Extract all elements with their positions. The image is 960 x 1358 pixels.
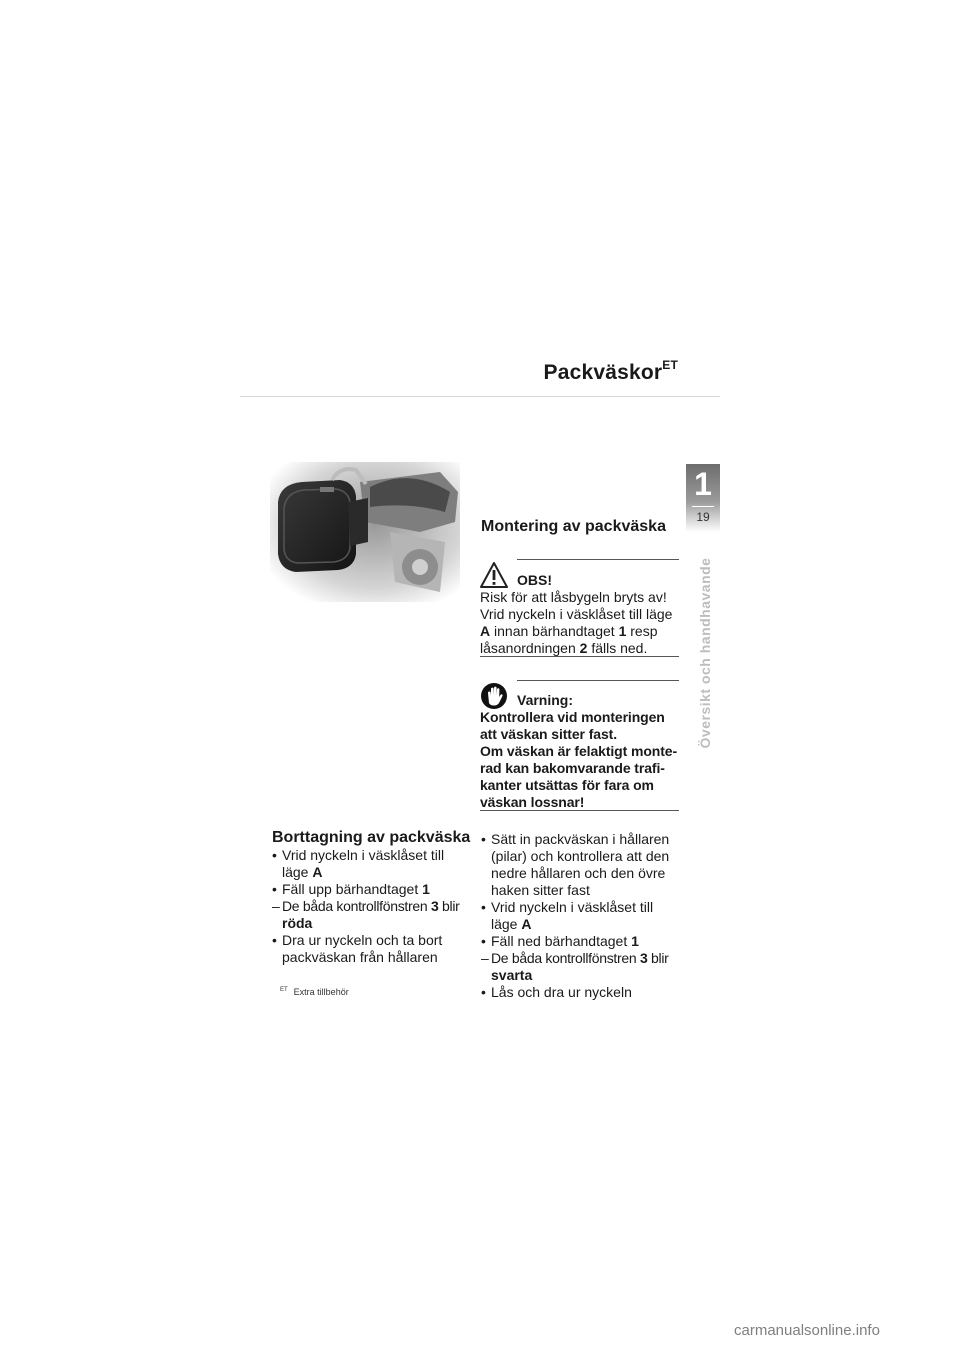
chapter-side-label: Översikt och handhavande bbox=[697, 557, 713, 749]
mounting-steps bbox=[481, 831, 686, 1001]
list-item: • Fäll upp bärhandtaget 1 bbox=[272, 881, 430, 897]
warning-line: väskan lossnar! bbox=[480, 794, 585, 810]
warning-text bbox=[480, 709, 690, 811]
warning-line: Om väskan är felaktigt monte- bbox=[480, 743, 678, 759]
watermark-text: carmanualsonline.info bbox=[734, 1322, 880, 1339]
list-item: • Dra ur nyckeln och ta bort packväskan från hållaren bbox=[272, 932, 443, 965]
warning-line: att väskan sitter fast. bbox=[480, 726, 617, 742]
obs-line: Risk för att låsbygeln bryts av! bbox=[480, 589, 667, 605]
list-item: – De båda kontrollfönstren 3 blir röda bbox=[272, 898, 460, 931]
chapter-divider bbox=[692, 506, 714, 507]
warning-line: kanter utsättas för fara om bbox=[480, 777, 654, 793]
section-heading-montering: Montering av packväska bbox=[481, 518, 666, 535]
title-superscript: ET bbox=[662, 358, 678, 372]
header-divider bbox=[240, 396, 720, 397]
obs-notice bbox=[480, 559, 679, 657]
removal-section bbox=[272, 829, 472, 966]
warning-line: rad kan bakomvarande trafi- bbox=[480, 760, 665, 776]
footnote: $^{ET}$ Extra tillbehör bbox=[280, 987, 349, 997]
list-item: • Fäll ned bärhandtaget 1 bbox=[481, 933, 639, 949]
list-item: • Vrid nyckeln i väsklåset till läge A bbox=[272, 847, 445, 880]
chapter-tab bbox=[686, 464, 720, 532]
list-item: – De båda kontrollfönstren 3 blir svarta bbox=[481, 950, 669, 983]
section-heading-borttagning: Borttagning av packväska bbox=[272, 829, 471, 846]
list-item: • Lås och dra ur nyckeln bbox=[481, 984, 632, 1000]
obs-text bbox=[480, 589, 685, 657]
page-title: Packväskor$^{ET}$ bbox=[543, 358, 678, 384]
warning-line: Kontrollera vid monteringen bbox=[480, 709, 665, 725]
stop-hand-icon bbox=[480, 682, 508, 710]
list-item: • Vrid nyckeln i väsklåset till läge A bbox=[481, 899, 654, 932]
caution-icon bbox=[480, 562, 508, 588]
page-number: 19 bbox=[696, 510, 710, 524]
obs-line: Vrid nyckeln i väsklåset till läge bbox=[480, 606, 673, 622]
obs-label: OBS! bbox=[517, 572, 552, 588]
obs-line: A innan bärhandtaget 1 resp bbox=[480, 623, 658, 639]
list-item: • Sätt in packväskan i hållaren (pilar) och kontrollera att den nedre hållaren och den övre haken sitter fast bbox=[481, 831, 670, 898]
pannier-photo bbox=[270, 462, 460, 602]
chapter-number: 1 bbox=[694, 466, 712, 502]
obs-line: låsanordningen 2 fälls ned. bbox=[480, 640, 648, 656]
warning-label: Varning: bbox=[517, 692, 574, 708]
warning-notice bbox=[480, 680, 679, 810]
